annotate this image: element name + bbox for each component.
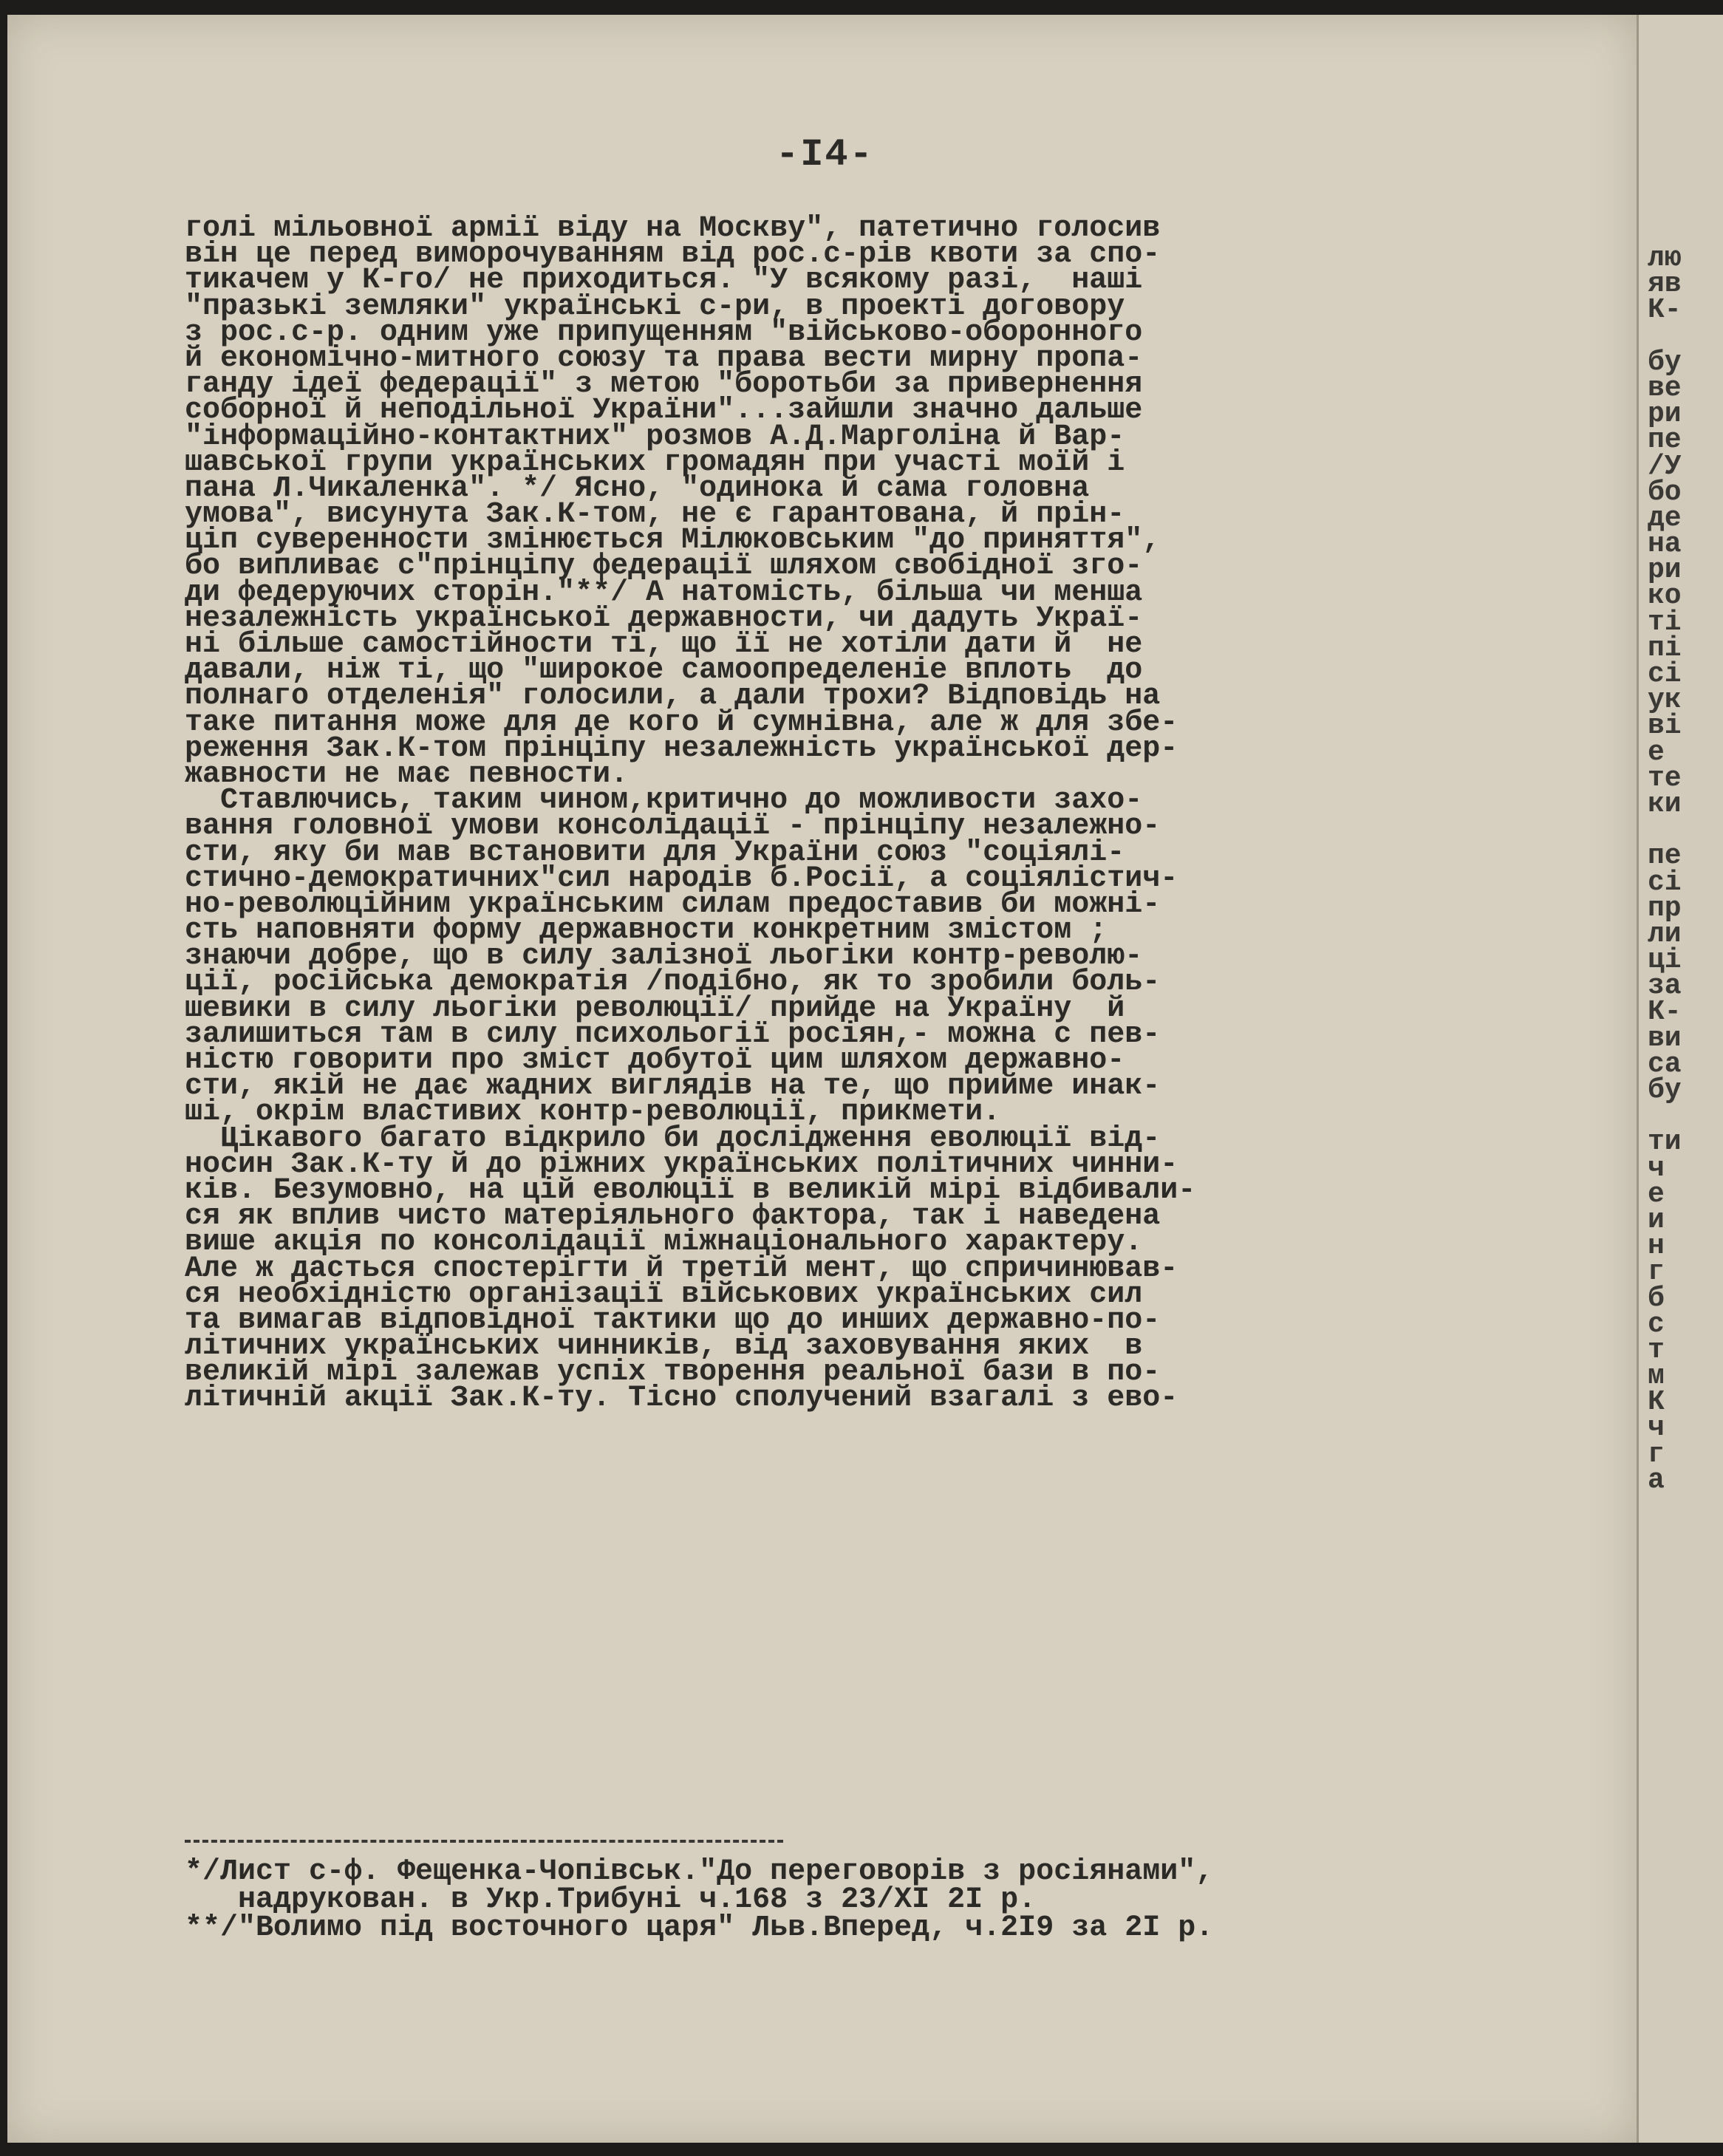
adjacent-page-line: К- bbox=[1648, 996, 1682, 1028]
text-line: ся як вплив чисто матеріяльного фактора, так і наведена bbox=[185, 1200, 1161, 1234]
adjacent-page-line: ці bbox=[1648, 944, 1682, 977]
text-line: више акція по консолідації міжнаціонального характеру. bbox=[185, 1226, 1143, 1260]
adjacent-page-line: К bbox=[1648, 1386, 1665, 1419]
adjacent-page-line: е bbox=[1648, 736, 1665, 768]
adjacent-page-line: н bbox=[1648, 1230, 1665, 1263]
text-line: бо випливає с"прінціпу федерації шляхом свобідної зго- bbox=[185, 550, 1143, 584]
adjacent-page-line: сі bbox=[1648, 866, 1682, 898]
adjacent-page-line bbox=[1639, 324, 1723, 349]
text-line: шавської групи українських громадян при участі моїй і bbox=[185, 446, 1125, 480]
text-line: ків. Безумовно, на цій еволюції в великій мірі відбивали- bbox=[185, 1173, 1196, 1207]
text-line: та вимагав відповідної тактики що до инших державно-по- bbox=[185, 1303, 1161, 1337]
adjacent-page-line: бу bbox=[1648, 346, 1682, 378]
text-line: ністю говорити про зміст добутої цим шляхом державно- bbox=[185, 1044, 1125, 1077]
text-line: літичних українських чинників, від заховування яких в bbox=[185, 1330, 1143, 1364]
adjacent-page-line bbox=[1639, 817, 1723, 843]
text-line: шевики в силу льогіки революції/ прийде на Україну й bbox=[185, 992, 1125, 1026]
adjacent-page-line: ри bbox=[1648, 398, 1682, 431]
text-line: з рос.с-р. одним уже припущенням "військово-оборонного bbox=[185, 315, 1143, 349]
footnote: */Лист с-ф. Фещенка-Чопівськ."До переговорів з росіянами", bbox=[185, 1855, 1214, 1889]
adjacent-page-line: ві bbox=[1648, 710, 1682, 743]
footnote: **/"Волимо під восточного царя" Льв.Вперед, ч.2І9 за 2І р. bbox=[185, 1911, 1214, 1945]
text-line: ції, російська демократія /подібно, як то зробили боль- bbox=[185, 966, 1161, 1000]
adjacent-page-line: К- bbox=[1648, 294, 1682, 327]
text-line: він це перед виморочуванням від рос.с-рів квоти за спо- bbox=[185, 238, 1161, 272]
footnote-separator bbox=[185, 1840, 783, 1843]
adjacent-page-line bbox=[1639, 1103, 1723, 1129]
text-line: голі мільовної армії віду на Москву", патетично голосив bbox=[185, 212, 1161, 245]
adjacent-page-line: м bbox=[1648, 1360, 1665, 1393]
footnote: надрукован. в Укр.Трибуні ч.168 з 23/ХІ 2І р. bbox=[185, 1883, 1037, 1917]
adjacent-page-line: бу bbox=[1648, 1074, 1682, 1106]
text-line: сть наповняти форму державности конкретним змістом ; bbox=[185, 914, 1108, 948]
text-line: незалежність української державности, чи дадуть Украї- bbox=[185, 601, 1143, 635]
text-line: й економічно-митного союзу та права вести мирну пропа- bbox=[185, 341, 1143, 375]
text-line: но-революційним українським силам предоставив би можні- bbox=[185, 887, 1161, 921]
adjacent-page-line: г bbox=[1648, 1256, 1665, 1289]
adjacent-page-line: те bbox=[1648, 762, 1682, 794]
text-line: вання головної умови консолідації - прінціпу незалежно- bbox=[185, 810, 1161, 844]
adjacent-page-line: ве bbox=[1648, 372, 1682, 404]
adjacent-page-line: пе bbox=[1648, 424, 1682, 457]
document-page bbox=[7, 15, 1637, 2143]
adjacent-page-line: ти bbox=[1648, 1126, 1682, 1159]
adjacent-page-line: и bbox=[1648, 1204, 1665, 1236]
footnotes bbox=[185, 1855, 1589, 1945]
adjacent-page-line: пр bbox=[1648, 892, 1682, 924]
adjacent-page-line: ли bbox=[1648, 918, 1682, 950]
adjacent-page-line: сі bbox=[1648, 658, 1682, 690]
adjacent-page-line: а bbox=[1648, 1464, 1665, 1496]
text-line: стично-демократичних"сил народів б.Росії, а соціялістич- bbox=[185, 862, 1178, 896]
adjacent-page-line: са bbox=[1648, 1048, 1682, 1080]
adjacent-page-line: б bbox=[1648, 1282, 1665, 1314]
text-line: реження Зак.К-том прінціпу незалежність української дер- bbox=[185, 731, 1178, 765]
text-line: таке питання може для де кого й сумнівна, але ж для збе- bbox=[185, 706, 1178, 740]
adjacent-page-line: пе bbox=[1648, 840, 1682, 873]
page-number: -I4- bbox=[776, 133, 874, 177]
adjacent-page-line: за bbox=[1648, 970, 1682, 1003]
text-line: сти, якій не дає жадних виглядів на те, що прийме инак- bbox=[185, 1070, 1161, 1104]
text-line: ся необхідністю організації військових українських сил bbox=[185, 1277, 1143, 1311]
text-line: ші, окрім властивих контр-революції, прикмети. bbox=[185, 1096, 1001, 1130]
text-line: ціп суверенности змінюється Мілюковським "до приняття", bbox=[185, 524, 1161, 558]
text-line: знаючи добре, що в силу залізної льогіки контр-револю- bbox=[185, 940, 1143, 974]
adjacent-page-text bbox=[1639, 242, 1723, 1496]
adjacent-page-line: ко bbox=[1648, 580, 1682, 613]
text-line: давали, ніж ті, що "широкое самоопределеніе вплоть до bbox=[185, 654, 1143, 688]
adjacent-page-line: на bbox=[1648, 528, 1682, 561]
adjacent-page-line: с bbox=[1648, 1308, 1665, 1340]
adjacent-page-line: ч bbox=[1648, 1152, 1665, 1184]
body-text bbox=[185, 212, 1529, 1416]
text-line: літичній акції Зак.К-ту. Тісно сполучений взагалі з ево- bbox=[185, 1382, 1178, 1416]
text-line: "інформаційно-контактних" розмов А.Д.Марголіна й Вар- bbox=[185, 420, 1125, 454]
adjacent-page-line: ті bbox=[1648, 606, 1682, 638]
adjacent-page-line: ч bbox=[1648, 1412, 1665, 1444]
text-line: жавности не має певности. bbox=[185, 757, 629, 791]
text-line: тикачем у К-го/ не приходиться. "У всякому разі, наші bbox=[185, 264, 1143, 298]
adjacent-page-line: /У bbox=[1648, 450, 1682, 482]
text-line: ні більше самостійности ті, що її не хотіли дати й не bbox=[185, 628, 1143, 661]
adjacent-page-line: ки bbox=[1648, 788, 1682, 820]
adjacent-page-line: яв bbox=[1648, 268, 1682, 301]
adjacent-page-line: лю bbox=[1648, 242, 1682, 274]
text-line: Цікавого багато відкрило би дослідження еволюції від- bbox=[185, 1122, 1161, 1156]
adjacent-page-line: е bbox=[1648, 1178, 1665, 1210]
adjacent-page-line: ук bbox=[1648, 684, 1682, 717]
text-line: умова", висунута Зак.К-том, не є гарантована, й прін- bbox=[185, 498, 1125, 532]
adjacent-page-line: пі bbox=[1648, 632, 1682, 664]
adjacent-page-line: ви bbox=[1648, 1022, 1682, 1054]
text-line: соборної й неподільної України"...зайшли значно дальше bbox=[185, 394, 1143, 428]
text-line: ди федеруючих сторін."**/ А натомість, більша чи менша bbox=[185, 576, 1143, 610]
text-line: полнаго отделенія" голосили, а дали трохи? Відповідь на bbox=[185, 680, 1161, 714]
text-line: сти, яку би мав встановити для України союз "соціялі- bbox=[185, 836, 1125, 870]
adjacent-page-line: г bbox=[1648, 1438, 1665, 1470]
text-line: "празькі земляки" українські с-ри, в проекті договору bbox=[185, 290, 1125, 324]
adjacent-page-edge bbox=[1637, 15, 1723, 2143]
text-line: пана Л.Чикаленка". */ Ясно, "одинока й сама головна bbox=[185, 471, 1090, 505]
text-line: носин Зак.К-ту й до ріжних українських політичних чинни- bbox=[185, 1147, 1178, 1181]
adjacent-page-line: ри bbox=[1648, 554, 1682, 587]
adjacent-page-line: де bbox=[1648, 502, 1682, 534]
adjacent-page-line: бо bbox=[1648, 476, 1682, 508]
text-line: ганду ідеї федерації" з метою "боротьби за привернення bbox=[185, 368, 1143, 402]
text-line: великій мірі залежав успіх творення реальної бази в по- bbox=[185, 1356, 1161, 1390]
adjacent-page-line: т bbox=[1648, 1334, 1665, 1366]
text-line: Ставлючись, таким чином,критично до можливости захо- bbox=[185, 784, 1143, 818]
text-line: Але ж дасться спостерігти й третій мент, що спричинював- bbox=[185, 1252, 1178, 1286]
text-line: залишиться там в силу психольогії росіян,- можна с пев- bbox=[185, 1017, 1161, 1051]
